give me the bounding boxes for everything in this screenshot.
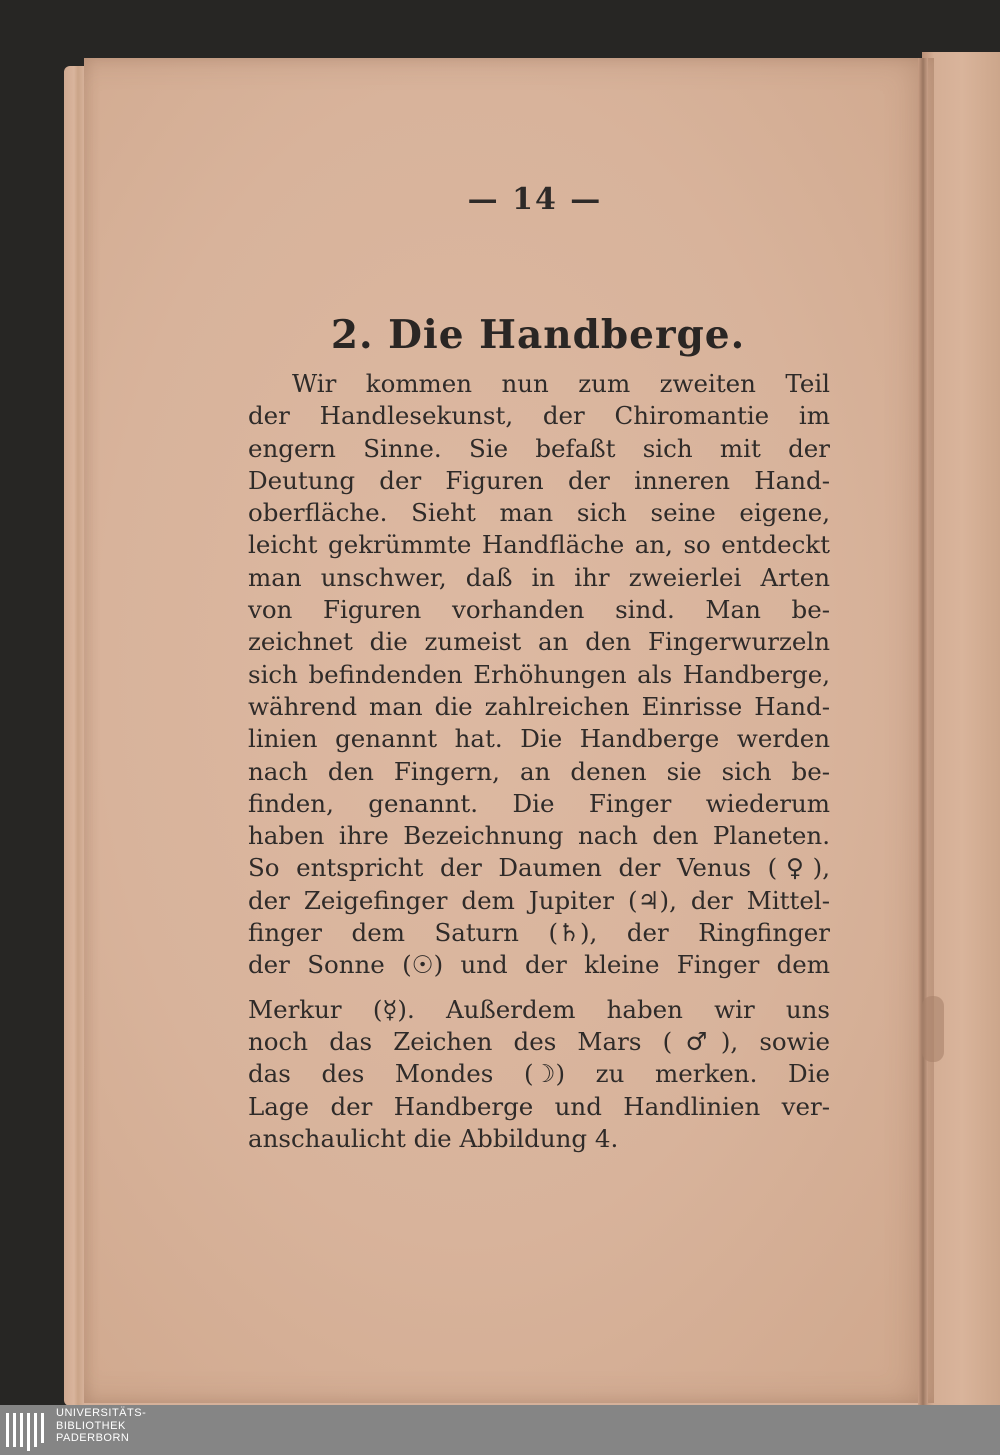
text-line: man unschwer, daß in ihr zweierlei Arten — [248, 562, 830, 592]
text-line: sich befindenden Erhöhungen als Handberge, — [248, 659, 830, 689]
text-line: von Figuren vorhanden sind. Man be- — [248, 595, 830, 625]
text-line: der Handlesekunst, der Chiromantie im — [248, 401, 830, 431]
text-line: Lage der Handberge und Handlinien ver- — [248, 1091, 830, 1121]
text-line: oberfläche. Sieht man sich seine eigene, — [248, 498, 830, 528]
body-paragraph — [248, 368, 830, 1155]
text-line: So entspricht der Daumen der Venus (♀), — [248, 853, 830, 883]
library-logo-text — [56, 1407, 146, 1445]
text-line: linien genannt hat. Die Handberge werden — [248, 724, 830, 754]
text-line: der Sonne (☉) und der kleine Finger dem — [248, 950, 830, 980]
text-line: Deutung der Figuren der inneren Hand- — [248, 465, 830, 495]
library-footer — [0, 1405, 1000, 1455]
text-line: das des Mondes (☽) zu merken. Die — [248, 1059, 830, 1089]
text-line: engern Sinne. Sie befaßt sich mit der — [248, 433, 830, 463]
text-line: während man die zahlreichen Einrisse Hand- — [248, 691, 830, 721]
text-line: anschaulicht die Abbildung 4. — [248, 1123, 619, 1153]
text-line: Merkur (☿). Außerdem haben wir uns — [248, 994, 830, 1024]
book-gutter — [918, 58, 928, 1405]
library-bars-icon — [6, 1413, 46, 1451]
logo-line: PADERBORN — [56, 1432, 130, 1444]
text-line: haben ihre Bezeichnung nach den Planeten. — [248, 821, 830, 851]
logo-line: UNIVERSITÄTS- — [56, 1407, 147, 1419]
text-line: finger dem Saturn (♄), der Ringfinger — [248, 918, 830, 948]
text-line: finden, genannt. Die Finger wiederum — [248, 788, 830, 818]
logo-line: BIBLIOTHEK — [56, 1419, 126, 1432]
text-line: zeichnet die zumeist an den Fingerwurzeln — [248, 627, 830, 657]
text-line: noch das Zeichen des Mars (♂), sowie — [248, 1026, 830, 1056]
text-line: leicht gekrümmte Handfläche an, so entdeckt — [248, 530, 830, 560]
text-line: Wir kommen nun zum zweiten Teil — [292, 369, 830, 398]
page-number: — 14 — — [467, 182, 603, 217]
paper-stain — [922, 996, 944, 1062]
section-heading: 2. Die Handberge. — [330, 312, 746, 358]
text-line: nach den Fingern, an denen sie sich be- — [248, 756, 830, 786]
text-line: der Zeigefinger dem Jupiter (♃), der Mittel- — [248, 885, 830, 915]
